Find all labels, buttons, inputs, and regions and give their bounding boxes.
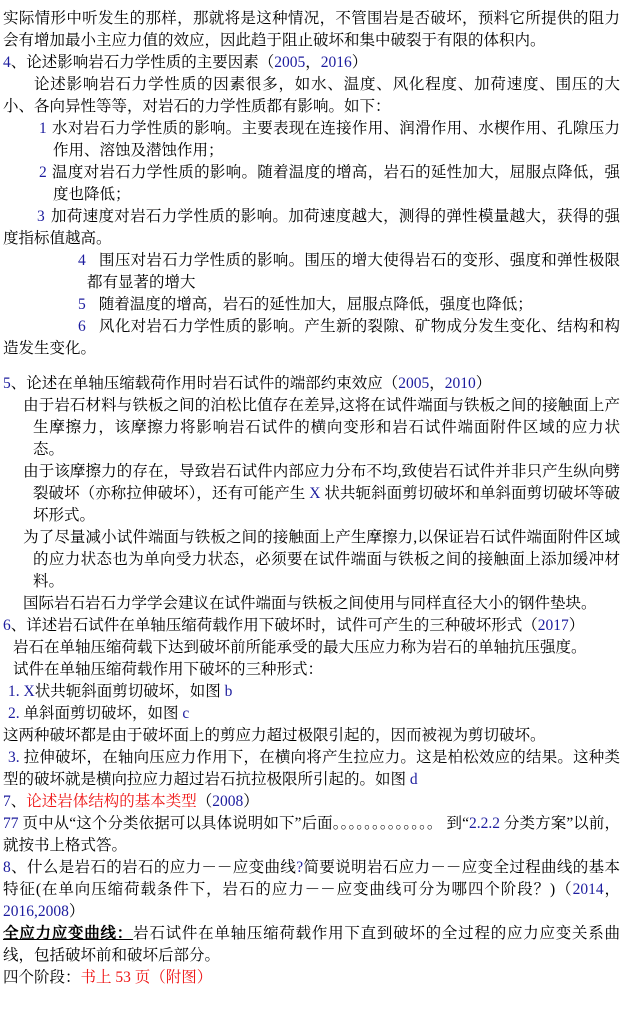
failure-forms-intro (3, 659, 620, 681)
text-segment: 单斜面剪切破坏，如图 (23, 705, 183, 722)
intro-paragraph (3, 8, 620, 52)
uniaxial-strength-definition (3, 637, 620, 659)
text-segment: d (409, 771, 418, 788)
text-segment: 2016,2008 (3, 903, 69, 920)
text-segment: c (182, 705, 190, 722)
list-number: 2 (39, 164, 47, 181)
text-segment: 1. X (8, 683, 35, 700)
text-segment: 2005 (398, 375, 430, 392)
text-segment: ） (68, 903, 85, 920)
text-segment: 拉伸破坏，在轴向压应力作用下，在横向将产生拉应力。这是柏松效应的结果。这种类型的破坏就是横向拉应力超过岩石抗拉极限所引起的。如图 (3, 749, 620, 788)
text-segment: 简要说明岩石应力－－应变全过程曲线的基本特征(在单向压缩荷载条件下，岩石的应力－－应变曲线可分为哪四个阶段？)（ (3, 859, 620, 898)
four-stages-note (3, 967, 620, 989)
list-number: 6 (78, 318, 86, 335)
text-segment: 围压对岩石力学性质的影响。围压的增大使得岩石的变形、强度和弹性极限都有显著的增大 (87, 252, 620, 291)
text-segment: 7 (3, 793, 11, 810)
text-segment: 、详述岩石试件在单轴压缩荷载作用下破坏时，试件可产生的三种破坏形式（ (10, 617, 538, 634)
text-segment: 风化对岩石力学性质的影响。产生新的裂隙、矿物成分发生变化、结构和构造发生变化。 (3, 318, 620, 357)
text-segment: 为了尽量减小试件端面与铁板之间的接触面上产生摩擦力,以保证岩石试件端面附件区域的应力状态也为单向受力状态，必须要在试件端面与铁板之间的接触面上添加缓冲材料。 (23, 529, 620, 590)
factor-item-4 (3, 250, 620, 294)
text-segment: 页中从“这个分类依据可以具体说明如下”后面。。。。。。。。。。。。。 到“ (22, 815, 469, 832)
question-6-heading (3, 615, 620, 637)
text-segment: 温度对岩石力学性质的影响。随着温度的增高，岩石的延性加大，屈服点降低，强度也降低； (51, 164, 620, 203)
text-segment: 页（附图） (130, 969, 213, 986)
text-segment: （ (196, 793, 213, 810)
text-segment: 3. (8, 749, 24, 766)
text-segment: 状共轭斜面剪切破坏，如图 (34, 683, 225, 700)
arrow-bullet-icon (10, 395, 23, 417)
text-segment: 四个阶段： (3, 969, 81, 986)
text-segment: 这两种破坏都是由于破坏面上的剪应力超过极限引起的，因而被视为剪切破坏。 (3, 727, 546, 744)
question-8-heading (3, 857, 620, 923)
factor-item-3 (3, 206, 620, 250)
arrow-bullet-icon (10, 593, 23, 615)
text-segment: 全应力应变曲线： (3, 925, 134, 942)
question-7-heading (3, 791, 620, 813)
text-segment: 水对岩石力学性质的影响。主要表现在连接作用、润滑作用、水楔作用、孔隙压力作用、溶蚀及潜蚀作用； (51, 120, 620, 159)
text-segment: 加荷速度对岩石力学性质的影响。加荷速度越大，测得的弹性模量越大，获得的强度指标值越高。 (3, 208, 620, 247)
blank-line (3, 360, 620, 373)
text-segment: 5 (3, 375, 11, 392)
factor-item-5 (3, 294, 620, 316)
bullet-point-3 (3, 527, 620, 593)
text-segment: 2014 (572, 881, 604, 898)
text-segment: 4 (3, 54, 11, 71)
text-segment: ， (429, 375, 445, 392)
bullet-point-2 (3, 461, 620, 527)
text-segment: 岩石在单轴压缩荷载下达到破坏前所能承受的最大压应力称为岩石的单轴抗压强度。 (13, 639, 587, 656)
text-segment: 、什么是岩石的岩石的应力－－应变曲线 (10, 859, 297, 876)
question-4-heading (3, 52, 620, 74)
text-segment: 由于岩石材料与铁板之间的泊松比值存在差异,这将在试件端面与铁板之间的接触面上产生摩擦力，该摩擦力将影响岩石试件的横向变形和岩石试件端面附件区域的应力状态。 (23, 397, 620, 458)
question-7-answer (3, 813, 620, 857)
text-segment: 分类方案”以前，就按书上格式答。 (3, 815, 620, 854)
factor-item-1 (3, 118, 620, 162)
text-segment: 2008 (212, 793, 244, 810)
text-segment: 6 (3, 617, 11, 634)
text-segment: 2010 (444, 375, 476, 392)
text-segment: 论述影响岩石力学性质的因素很多，如水、温度、风化程度、加荷速度、围压的大小、各向异性等等，对岩石的力学性质都有影响。如下： (3, 76, 620, 115)
list-number: 5 (78, 296, 86, 313)
text-segment: b (224, 683, 233, 700)
list-number: 1 (39, 120, 47, 137)
list-number: 4 (78, 252, 86, 269)
factor-item-2 (3, 162, 620, 206)
text-segment: 8 (3, 859, 11, 876)
text-segment: 状共轭斜面剪切破坏和单斜面剪切破坏等破坏形式。 (33, 485, 620, 524)
text-segment: 论述岩体结构的基本类型 (26, 793, 197, 810)
text-segment: 国际岩石岩石力学学会建议在试件端面与铁板之间使用与同样直径大小的钢件垫块。 (23, 595, 597, 612)
text-segment: 岩石试件在单轴压缩荷载作用下直到破坏的全过程的应力应变关系曲线，包括破坏前和破坏后部分。 (3, 925, 620, 964)
text-segment: ， (603, 881, 620, 898)
question-4-intro (3, 74, 620, 118)
text-segment: ? (296, 859, 304, 876)
text-segment: 、 (10, 793, 27, 810)
arrow-bullet-icon (10, 461, 23, 483)
text-segment: 2. (8, 705, 24, 722)
text-segment: ， (305, 54, 321, 71)
text-segment: 53 (115, 969, 131, 986)
text-segment: ） (568, 617, 585, 634)
factor-item-6 (3, 316, 620, 360)
text-segment: 随着温度的增高，岩石的延性加大，屈服点降低，强度也降低； (98, 296, 533, 313)
text-segment: ） (351, 54, 368, 71)
text-segment: 2016 (320, 54, 352, 71)
text-segment: 2005 (274, 54, 306, 71)
text-segment: X (309, 485, 321, 502)
text-segment: 实际情形中听发生的那样，那就将是这种情况，不管围岩是否破坏，预料它所提供的阻力会有增加最小主应力值的效应，因此趋于阻止破坏和集中破裂于有限的体积内。 (3, 10, 620, 49)
text-segment: 试件在单轴压缩荷载作用下破坏的三种形式： (13, 661, 324, 678)
text-segment: 书上 (80, 969, 116, 986)
failure-form-2 (3, 703, 620, 725)
bullet-point-1 (3, 395, 620, 461)
text-segment: ） (243, 793, 259, 810)
text-segment: 由于该摩擦力的存在，导致岩石试件内部应力分布不均,致使岩石试件并非只产生纵向劈裂破坏（亦称拉伸破坏），还有可能产生 (23, 463, 620, 502)
failure-form-1 (3, 681, 620, 703)
shear-failure-note (3, 725, 620, 747)
question-5-heading (3, 373, 620, 395)
text-segment: 2017 (537, 617, 569, 634)
stress-strain-definition (3, 923, 620, 967)
text-segment: 2.2.2 (468, 815, 500, 832)
text-segment: 、论述在单轴压缩载荷作用时岩石试件的端部约束效应（ (10, 375, 399, 392)
list-number: 3 (37, 208, 45, 225)
text-segment: ） (475, 375, 492, 392)
text-segment: 、论述影响岩石力学性质的主要因素（ (10, 54, 275, 71)
bullet-point-4 (3, 593, 620, 615)
arrow-bullet-icon (10, 527, 23, 549)
text-segment: 77 (3, 815, 23, 832)
failure-form-3 (3, 747, 620, 791)
